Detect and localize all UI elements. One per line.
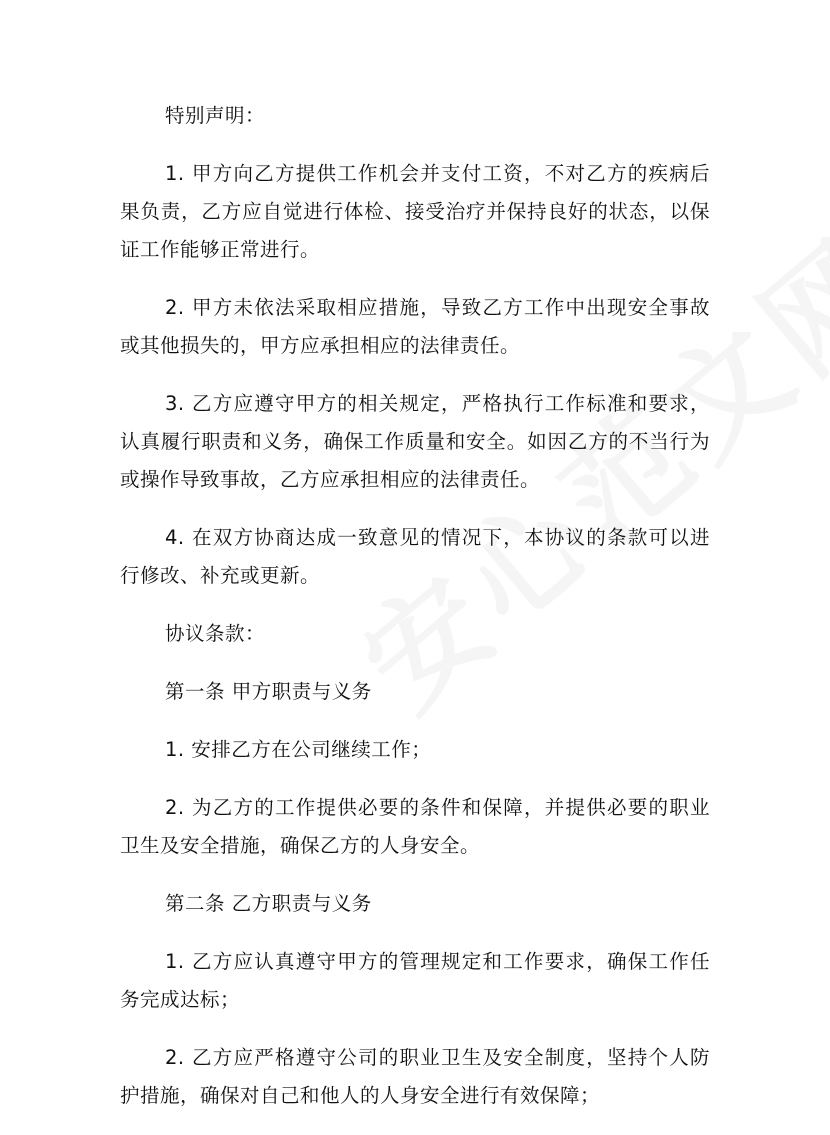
section-heading-special-statement: 特别声明： bbox=[165, 104, 266, 127]
document-body bbox=[120, 97, 710, 1135]
statement-item-2: 2. 甲方未依法采取相应措施，导致乙方工作中出现安全事故或其他损失的，甲方应承担相应的法律责任。 bbox=[120, 296, 710, 357]
statement-item-1: 1. 甲方向乙方提供工作机会并支付工资，不对乙方的疾病后果负责，乙方应自觉进行体检、接受治疗并保持良好的状态，以保证工作能够正常进行。 bbox=[120, 162, 710, 261]
article-2-heading: 第二条 乙方职责与义务 bbox=[165, 892, 372, 915]
statement-item-4: 4. 在双方协商达成一致意见的情况下，本协议的条款可以进行修改、补充或更新。 bbox=[120, 526, 710, 587]
article-1-item-1: 1. 安排乙方在公司继续工作； bbox=[165, 738, 432, 761]
article-1-item-2: 2. 为乙方的工作提供必要的条件和保障，并提供必要的职业卫生及安全措施，确保乙方的人身安全。 bbox=[120, 796, 710, 857]
section-heading-agreement-terms: 协议条款： bbox=[165, 622, 266, 645]
statement-item-3: 3. 乙方应遵守甲方的相关规定，严格执行工作标准和要求，认真履行职责和义务，确保工作质量和安全。如因乙方的不当行为或操作导致事故，乙方应承担相应的法律责任。 bbox=[120, 392, 710, 491]
article-2-item-1: 1. 乙方应认真遵守甲方的管理规定和工作要求，确保工作任务完成达标； bbox=[120, 950, 710, 1011]
article-2-item-2: 2. 乙方应严格遵守公司的职业卫生及安全制度，坚持个人防护措施，确保对自己和他人的人身安全进行有效保障； bbox=[120, 1046, 710, 1107]
article-1-heading: 第一条 甲方职责与义务 bbox=[165, 680, 372, 703]
